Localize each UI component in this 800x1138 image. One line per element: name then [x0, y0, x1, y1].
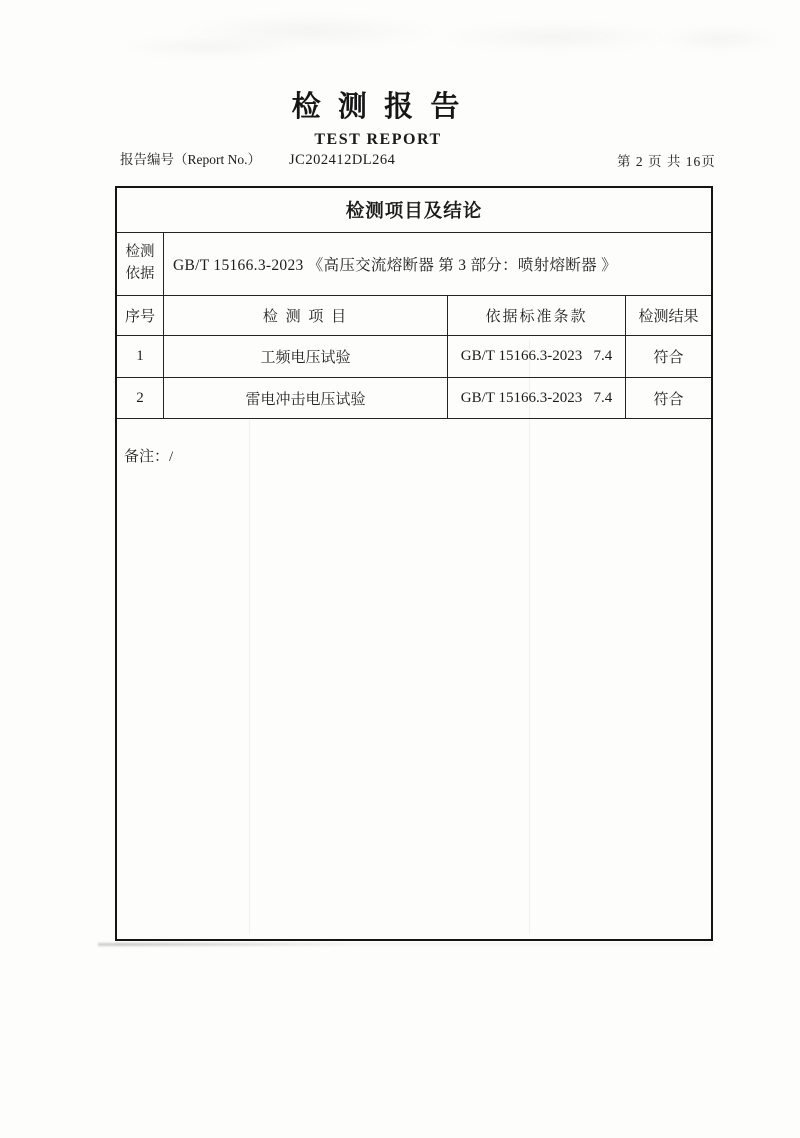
remark-text: 备注：/ [124, 449, 174, 465]
scan-smudge [180, 14, 440, 48]
report-number-line [120, 148, 395, 169]
column-header-result: 检测结果 [625, 296, 711, 335]
scan-smudge [440, 22, 670, 52]
table-section-title-row [117, 188, 711, 232]
cell-clause: GB/T 15166.3-2023 7.4 [447, 378, 625, 418]
test-results-table [115, 186, 713, 941]
cell-item: 雷电冲击电压试验 [163, 378, 447, 418]
test-basis-value-cell [163, 233, 617, 295]
scan-smudge [120, 36, 300, 58]
table-header-row [117, 295, 711, 335]
scan-shadow [115, 943, 713, 945]
table-row [117, 335, 711, 377]
test-basis-row [117, 232, 711, 295]
table-section-title: 检测项目及结论 [345, 202, 483, 222]
cell-item: 工频电压试验 [163, 336, 447, 377]
cell-no: 1 [136, 348, 144, 364]
cell-no: 2 [136, 389, 144, 406]
table-row [117, 377, 711, 418]
test-basis-value: GB/T 15166.3-2023 《高压交流熔断器 第 3 部分：喷射熔断器 》 [173, 257, 617, 274]
column-header-no: 序号 [124, 309, 155, 325]
column-header-clause: 依据标准条款 [447, 296, 625, 335]
report-number-label: 报告编号（Report No.） [120, 152, 261, 167]
scan-smudge [660, 26, 780, 52]
page-subtitle: TEST REPORT [314, 131, 442, 148]
report-header [0, 84, 756, 149]
cell-clause: GB/T 15166.3-2023 7.4 [447, 336, 625, 377]
page-title: 检 测 报 告 [291, 91, 465, 123]
remark-row [117, 418, 711, 939]
cell-result: 符合 [625, 336, 711, 377]
column-header-item: 检 测 项 目 [163, 296, 447, 335]
page-indicator: 第 2 页 共 16页 [617, 154, 716, 169]
test-basis-label: 检测依据 [125, 244, 155, 282]
test-basis-label-cell [117, 233, 163, 295]
report-number-value: JC202412DL264 [289, 152, 396, 168]
scan-shadow [98, 943, 348, 946]
cell-result: 符合 [625, 378, 711, 418]
